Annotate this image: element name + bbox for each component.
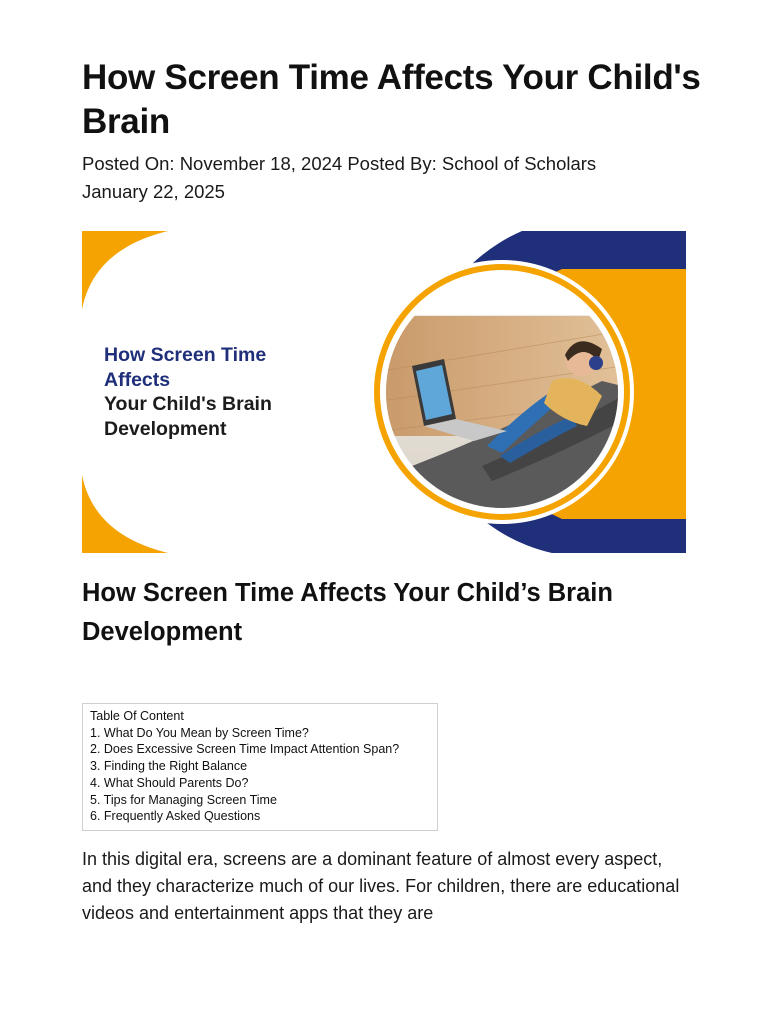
toc-item-right-balance[interactable]: 3. Finding the Right Balance bbox=[90, 759, 248, 774]
posted-on-line: Posted On: November 18, 2024 Posted By: School of Scholars bbox=[82, 153, 597, 174]
updated-date: January 22, 2025 bbox=[82, 181, 225, 202]
featured-image-text bbox=[104, 343, 364, 441]
toc-item-attention-span[interactable]: 2. Does Excessive Screen Time Impact Attention Span? bbox=[90, 742, 400, 757]
featured-image bbox=[82, 231, 686, 553]
toc-item-parents[interactable]: 4. What Should Parents Do? bbox=[90, 775, 249, 790]
table-of-contents bbox=[82, 703, 438, 831]
hero-line-2: Affects bbox=[104, 368, 171, 391]
toc-item-tips[interactable]: 5. Tips for Managing Screen Time bbox=[90, 792, 277, 807]
toc-item-faq[interactable]: 6. Frequently Asked Questions bbox=[90, 809, 261, 824]
page-title: How Screen Time Affects Your Child's Brain bbox=[82, 58, 701, 141]
bottom-left-accent bbox=[82, 475, 168, 553]
toc-item-screen-time[interactable]: 1. What Do You Mean by Screen Time? bbox=[90, 725, 309, 740]
article-subtitle: How Screen Time Affects Your Child’s Brain Development bbox=[82, 579, 613, 646]
hero-line-4: Development bbox=[104, 417, 227, 440]
hero-line-1: How Screen Time bbox=[104, 344, 267, 366]
hero-line-3: Your Child's Brain bbox=[104, 393, 272, 415]
post-meta bbox=[82, 150, 722, 206]
top-left-accent bbox=[82, 231, 168, 309]
toc-heading: Table Of Content bbox=[90, 709, 184, 723]
article-intro: In this digital era, screens are a dominant feature of almost every aspect, and they characterize much of our lives. For children, there are educational videos and entertainment apps that they are bbox=[82, 849, 680, 923]
